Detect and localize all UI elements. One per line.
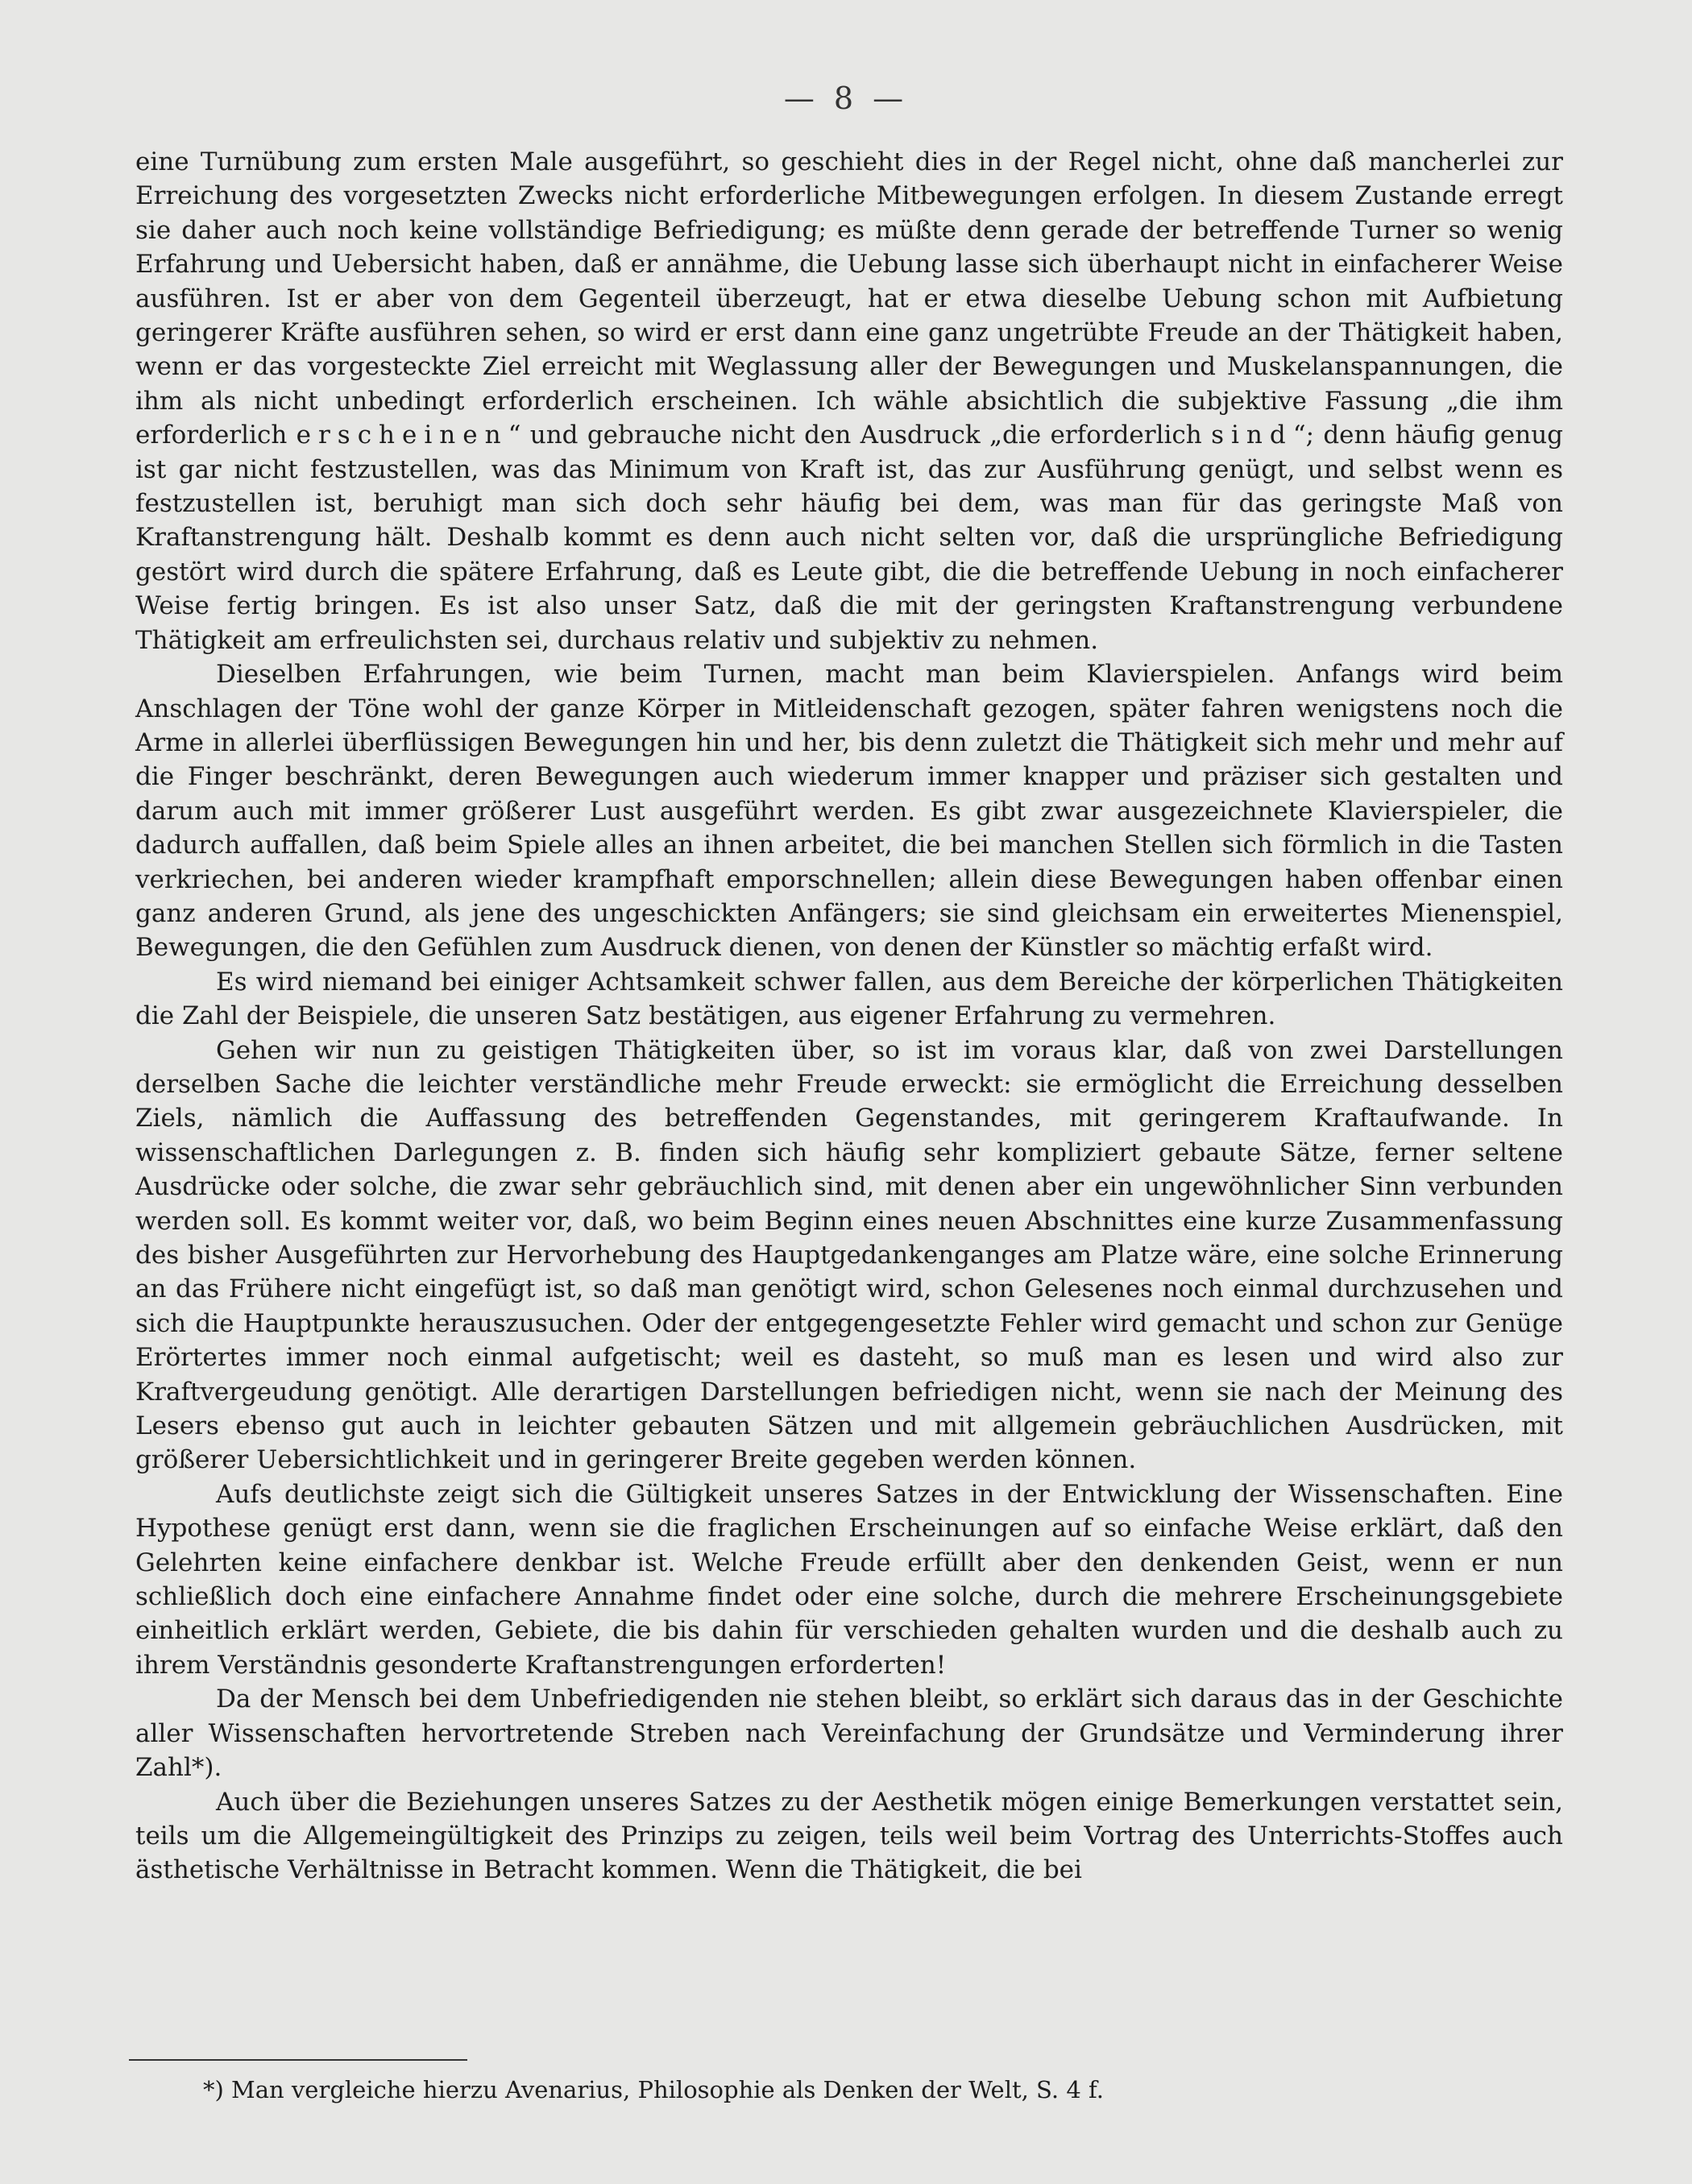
emphasized-word: sind xyxy=(1211,421,1293,450)
paragraph-2: Dieselben Erfahrungen, wie beim Turnen, macht man beim Klavierspielen. Anfangs wird beim Anschlagen der Töne wohl der ganze Körper in Mitleidenschaft gezogen, später fahren wenigstens noch die Arme in allerlei überflüssigen Bewegungen hin und her, bis denn zuletzt die Thätigkeit sich mehr und mehr auf die Finger beschränkt, deren Bewegungen auch wiederum immer knapper und präziser sich gestalten und darum auch mit immer größerer Lust ausgeführt werden. Es gibt zwar ausgezeichnete Klavierspieler, die dadurch auffallen, daß beim Spiele alles an ihnen arbeitet, die bei manchen Stellen sich förmlich in die Tasten verkriechen, bei anderen wieder krampfhaft emporschnellen; allein diese Bewegungen haben offenbar einen ganz anderen Grund, als jene des ungeschickten Anfängers; sie sind gleichsam ein erweitertes Mienenspiel, Bewegungen, die den Gefühlen zum Ausdruck dienen, von denen der Künstler so mächtig erfaßt wird. xyxy=(135,660,1563,963)
paragraph-text: “; denn häufig genug ist gar nicht festzustellen, was das Minimum von Kraft ist, das zur Ausführung genügt, und selbst wenn es festzustellen ist, beruhigt man sich doch sehr häufig bei dem, was man für das geringste Maß von Kraftanstrengung hält. Deshalb kommt es denn auch nicht selten vor, daß die ursprüngliche Befriedigung gestört wird durch die spätere Erfahrung, daß es Leute gibt, die die betreffende Uebung in noch einfacherer Weise fertig bringen. Es ist also unser Satz, daß die mit der geringsten Kraftanstrengung verbundene Thätigkeit am erfreulichsten sei, durchaus relativ und subjektiv zu nehmen. xyxy=(135,421,1564,655)
paragraph-5: Aufs deutlichste zeigt sich die Gültigkeit unseres Satzes in der Entwicklung der Wissenschaften. Eine Hypothese genügt erst dann, wenn sie die fraglichen Erscheinungen auf so einfache Weise erklärt, daß den Gelehrten keine einfachere denkbar ist. Welche Freude erfüllt aber den denkenden Geist, wenn er nun schließlich doch eine einfachere Annahme findet oder eine solche, durch die mehrere Erscheinungsgebiete einheitlich erklärt werden, Gebiete, die bis dahin für verschieden gehalten wurden und die deshalb auch zu ihrem Verständnis gesonderte Kraftanstrengungen erforderten! xyxy=(135,1479,1563,1680)
paragraph-text: eine Turnübung zum ersten Male ausgeführt, so geschieht dies in der Regel nicht, ohne daß mancherlei zur Erreichung des vorgesetzten Zwecks nicht erforderliche Mitbewegungen erfolgen. In diesem Zustande erregt sie daher auch noch keine vollständige Befriedigung; es müßte denn gerade der betreffende Turner so wenig Erfahrung und Uebersicht haben, daß er annähme, die Uebung lasse sich überhaupt nicht in einfacherer Weise ausführen. Ist er aber von dem Gegenteil überzeugt, hat er etwa dieselbe Uebung schon mit Aufbietung geringerer Kräfte ausführen sehen, so wird er erst dann eine ganz ungetrübte Freude an der Thätigkeit haben, wenn er das vorgesteckte Ziel erreicht mit Weglassung aller der Bewegungen und Muskelanspannungen, die ihm als nicht unbedingt erforderlich erscheinen. Ich wähle absichtlich die subjektive Fassung „die ihm erforderlich xyxy=(135,147,1563,450)
footnote: *) Man vergleiche hierzu Avenarius, Philosophie als Denken der Welt, S. 4 f. xyxy=(203,2076,1104,2103)
emphasized-word: erscheinen xyxy=(296,421,508,450)
paragraph-text: “ und gebrauche nicht den Ausdruck „die erforderlich xyxy=(508,421,1212,450)
paragraph-6: Da der Mensch bei dem Unbefriedigenden nie stehen bleibt, so erklärt sich daraus das in der Geschichte aller Wissenschaften hervortretende Streben nach Vereinfachung der Grundsätze und Verminderung ihrer Zahl*). xyxy=(135,1685,1563,1783)
body-text xyxy=(135,145,1563,1888)
paragraph-1 xyxy=(135,145,1563,657)
paragraph-3: Es wird niemand bei einiger Achtsamkeit schwer fallen, aus dem Bereiche der körperlichen Thätigkeiten die Zahl der Beispiele, die unseren Satz bestätigen, aus eigener Erfahrung zu vermehren. xyxy=(135,967,1563,1031)
paragraph-4: Gehen wir nun zu geistigen Thätigkeiten über, so ist im voraus klar, daß von zwei Darstellungen derselben Sache die leichter verständliche mehr Freude erweckt: sie ermöglicht die Erreichung desselben Ziels, nämlich die Auffassung des betreffenden Gegenstandes, mit geringerem Kraftaufwande. In wissenschaftlichen Darlegungen z. B. finden sich häufig sehr kompliziert gebaute Sätze, ferner seltene Ausdrücke oder solche, die zwar sehr gebräuchlich sind, mit denen aber ein ungewöhnlicher Sinn verbunden werden soll. Es kommt weiter vor, daß, wo beim Beginn eines neuen Abschnittes eine kurze Zusammenfassung des bisher Ausgeführten zur Hervorhebung des Hauptgedankenganges am Platze wäre, eine solche Erinnerung an das Frühere nicht eingefügt ist, so daß man genötigt wird, schon Gelesenes noch einmal durchzusehen und sich die Hauptpunkte herauszusuchen. Oder der entgegengesetzte Fehler wird gemacht und schon zur Genüge Erörtertes immer noch einmal aufgetischt; weil es dasteht, so muß man es lesen und wird also zur Kraftvergeudung genötigt. Alle derartigen Darstellungen befriedigen nicht, wenn sie nach der Meinung des Lesers ebenso gut auch in leichter gebauten Sätzen und mit allgemein gebräuchlichen Ausdrücken, mit größerer Uebersichtlichkeit und in geringerer Breite gegeben werden können. xyxy=(135,1035,1563,1475)
paragraph-7: Auch über die Beziehungen unseres Satzes zu der Aesthetik mögen einige Bemerkungen verstattet sein, teils um die Allgemeingültigkeit des Prinzips zu zeigen, teils weil beim Vortrag des Unterrichts-Stoffes auch ästhetische Verhältnisse in Betracht kommen. Wenn die Thätigkeit, die bei xyxy=(135,1787,1563,1885)
footnote-divider xyxy=(129,2059,467,2061)
page-number: — 8 — xyxy=(783,81,909,116)
